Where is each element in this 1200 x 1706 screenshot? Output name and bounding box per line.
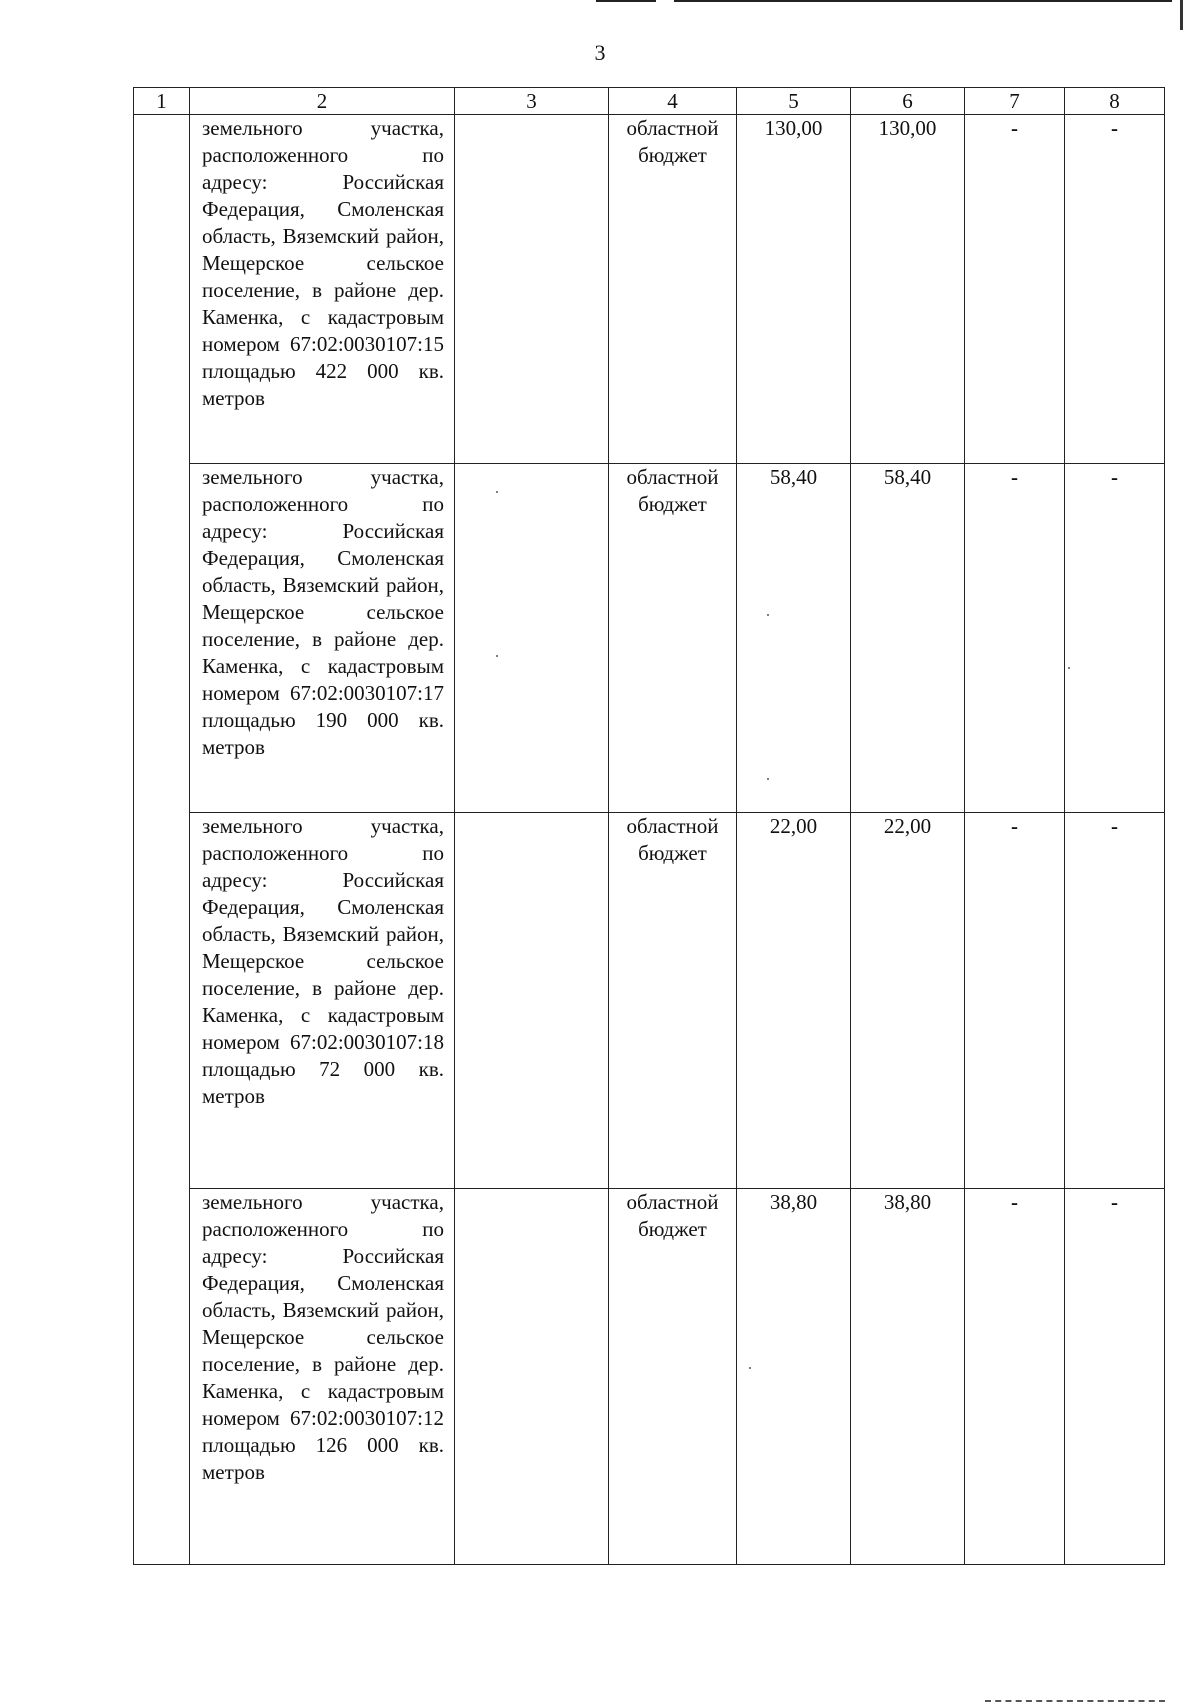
dash-col8: - — [1111, 465, 1118, 489]
amount-col5: 22,00 — [769, 814, 818, 838]
scan-speck — [767, 778, 769, 780]
amount-col5: 58,40 — [769, 465, 818, 489]
dash-col7: - — [1011, 116, 1018, 140]
col-header-1: 1 — [134, 88, 190, 115]
col-header-6: 6 — [851, 88, 965, 115]
scan-speck — [496, 491, 498, 493]
scan-speck — [496, 655, 498, 657]
col3-cell — [455, 1189, 609, 1565]
amount-col6: 58,40 — [883, 465, 932, 489]
table-header-row — [134, 88, 1165, 115]
page-number: 3 — [594, 40, 606, 65]
amount-col6: 22,00 — [883, 814, 932, 838]
col3-cell — [455, 813, 609, 1189]
amount-col5: 38,80 — [769, 1190, 818, 1214]
col7-cell — [965, 115, 1065, 464]
description-text: земельного участка, расположенного по адресу: Российская Федерация, Смоленская область, Вяземский район, Мещерское сельское поселение, в районе дер. Каменка, с кадастровым номером 67:02:0030107:12 площадью 126 000 кв. метров — [202, 1190, 444, 1484]
source-text: областной бюджет — [626, 465, 719, 516]
bottom-scan-marks — [985, 1700, 1165, 1705]
col6-cell — [851, 115, 965, 464]
source-cell — [609, 1189, 737, 1565]
source-text: областной бюджет — [626, 814, 719, 865]
dash-col7: - — [1011, 1190, 1018, 1214]
source-cell — [609, 464, 737, 813]
col-header-4: 4 — [609, 88, 737, 115]
description-cell — [190, 464, 455, 813]
col5-cell — [737, 1189, 851, 1565]
col6-cell — [851, 1189, 965, 1565]
description-cell — [190, 1189, 455, 1565]
table-row — [134, 813, 1165, 1189]
scan-speck — [767, 614, 769, 616]
col8-cell — [1065, 464, 1165, 813]
col7-cell — [965, 464, 1065, 813]
col8-cell — [1065, 813, 1165, 1189]
dash-col8: - — [1111, 116, 1118, 140]
row-index-cell — [134, 115, 190, 1565]
dash-col8: - — [1111, 814, 1118, 838]
source-cell — [609, 813, 737, 1189]
col-header-8: 8 — [1065, 88, 1165, 115]
col-header-3: 3 — [455, 88, 609, 115]
col6-cell — [851, 464, 965, 813]
description-cell — [190, 813, 455, 1189]
edge-mark — [1180, 0, 1183, 30]
description-text: земельного участка, расположенного по адресу: Российская Федерация, Смоленская область, Вяземский район, Мещерское сельское поселение, в районе дер. Каменка, с кадастровым номером 67:02:0030107:15 площадью 422 000 кв. метров — [202, 116, 444, 410]
top-rule-right — [674, 0, 1172, 2]
col5-cell — [737, 813, 851, 1189]
dash-col7: - — [1011, 814, 1018, 838]
table-row — [134, 464, 1165, 813]
description-cell — [190, 115, 455, 464]
col7-cell — [965, 1189, 1065, 1565]
col8-cell — [1065, 115, 1165, 464]
top-rule-left — [596, 0, 656, 2]
source-text: областной бюджет — [626, 116, 719, 167]
col5-cell — [737, 464, 851, 813]
funding-table — [133, 87, 1165, 1565]
amount-col6: 38,80 — [883, 1190, 932, 1214]
col8-cell — [1065, 1189, 1165, 1565]
col7-cell — [965, 813, 1065, 1189]
col-header-7: 7 — [965, 88, 1065, 115]
col3-cell — [455, 464, 609, 813]
col3-cell — [455, 115, 609, 464]
amount-col5: 130,00 — [764, 116, 823, 140]
scan-speck — [749, 1367, 751, 1369]
description-text: земельного участка, расположенного по адресу: Российская Федерация, Смоленская область, Вяземский район, Мещерское сельское поселение, в районе дер. Каменка, с кадастровым номером 67:02:0030107:18 площадью 72 000 кв. метров — [202, 814, 444, 1108]
col-header-5: 5 — [737, 88, 851, 115]
col5-cell — [737, 115, 851, 464]
amount-col6: 130,00 — [878, 116, 937, 140]
col6-cell — [851, 813, 965, 1189]
dash-col7: - — [1011, 465, 1018, 489]
col-header-2: 2 — [190, 88, 455, 115]
dash-col8: - — [1111, 1190, 1118, 1214]
scan-speck — [1068, 667, 1070, 669]
source-text: областной бюджет — [626, 1190, 719, 1241]
description-text: земельного участка, расположенного по адресу: Российская Федерация, Смоленская область, Вяземский район, Мещерское сельское поселение, в районе дер. Каменка, с кадастровым номером 67:02:0030107:17 площадью 190 000 кв. метров — [202, 465, 444, 759]
source-cell — [609, 115, 737, 464]
table-row — [134, 115, 1165, 464]
table-row — [134, 1189, 1165, 1565]
